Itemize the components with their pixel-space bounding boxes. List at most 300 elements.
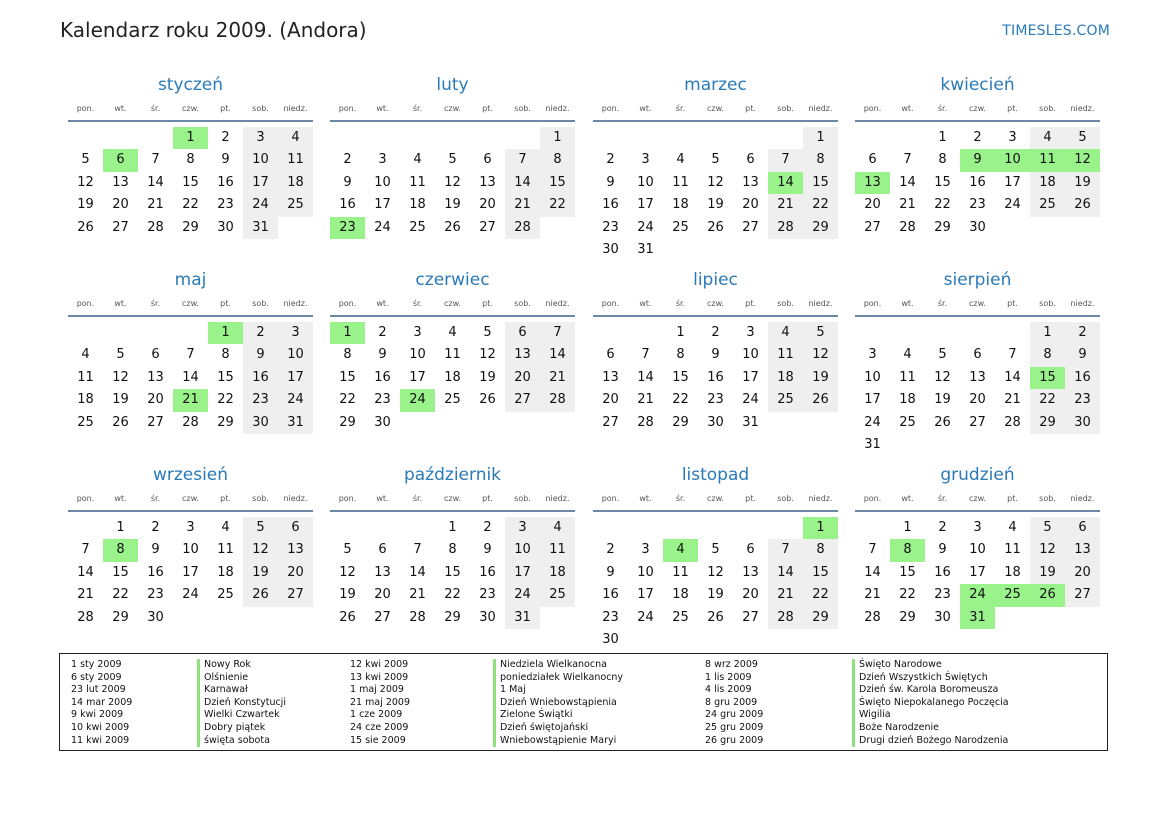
weekday-label: pon. — [76, 494, 95, 503]
day-cell: 16 — [934, 564, 951, 580]
empty-cell — [365, 127, 400, 149]
weekday-label: pt. — [482, 494, 493, 503]
day-cell: 26 — [479, 392, 496, 408]
legend-holiday-name: Boże Narodzenie — [852, 722, 1009, 735]
month-name: sierpień — [943, 270, 1012, 290]
empty-cell — [890, 322, 925, 344]
day-cell: 10 — [374, 174, 391, 190]
month-1 — [68, 70, 313, 239]
day-cell: 28 — [182, 414, 199, 430]
day-cell: 10 — [505, 539, 540, 561]
legend-holiday-name: 1 Maj — [493, 684, 623, 697]
day-cell: 5 — [803, 322, 838, 344]
day-cell: 13 — [147, 369, 164, 385]
weekday-label: sob. — [252, 299, 269, 308]
day-cell: 21 — [768, 584, 803, 606]
day-cell: 11 — [540, 539, 575, 561]
day-grid — [855, 517, 1100, 629]
day-cell: 11 — [409, 174, 426, 190]
day-cell: 6 — [746, 152, 755, 168]
day-cell: 2 — [483, 520, 492, 535]
empty-cell — [733, 127, 768, 149]
day-cell: 17 — [409, 369, 426, 385]
day-cell: 23 — [479, 587, 496, 603]
day-grid — [68, 322, 313, 434]
day-cell: 27 — [374, 609, 391, 625]
day-cell: 18 — [1004, 564, 1021, 580]
day-cell: 5 — [711, 152, 720, 168]
weekday-label: czw. — [969, 299, 986, 308]
day-cell: 23 — [217, 197, 234, 213]
day-cell: 23 — [969, 197, 986, 213]
day-cell: 30 — [147, 609, 164, 625]
month-name: wrzesień — [152, 465, 229, 485]
day-cell: 15 — [217, 369, 234, 385]
day-cell: 19 — [77, 197, 94, 213]
weekday-label: sob. — [777, 494, 794, 503]
weekday-label: czw. — [182, 299, 199, 308]
weekday-label: sob. — [1039, 299, 1056, 308]
day-cell: 5 — [243, 517, 278, 539]
day-cell: 17 — [243, 172, 278, 194]
month-8 — [855, 265, 1100, 456]
day-cell: 22 — [1030, 389, 1065, 411]
weekday-label: niedz. — [283, 494, 308, 503]
weekday-label: pon. — [601, 299, 620, 308]
day-cell: 18 — [444, 369, 461, 385]
day-cell: 8 — [186, 152, 195, 168]
day-cell: 16 — [707, 369, 724, 385]
day-cell: 8 — [803, 539, 838, 561]
day-cell: 23 — [602, 609, 619, 625]
legend-holiday-name: Dzień Wszystkich Świętych — [852, 672, 1009, 685]
day-cell: 2 — [973, 130, 982, 145]
weekday-label: pt. — [482, 299, 493, 308]
day-cell: 3 — [413, 325, 422, 340]
day-cell: 23 — [243, 389, 278, 411]
day-cell: 17 — [969, 564, 986, 580]
day-grid — [330, 127, 575, 239]
day-cell: 28 — [505, 217, 540, 239]
day-cell: 4 — [278, 127, 313, 149]
weekday-header — [68, 295, 313, 317]
empty-cell — [925, 322, 960, 344]
empty-cell — [960, 322, 995, 344]
legend-date: 13 kwi 2009 — [350, 671, 409, 683]
day-cell: 28 — [77, 609, 94, 625]
month-5 — [68, 265, 313, 434]
day-cell: 10 — [969, 542, 986, 558]
day-cell: 13 — [479, 174, 496, 190]
holiday-legend — [59, 653, 1108, 751]
day-cell: 16 — [374, 369, 391, 385]
day-cell: 12 — [707, 564, 724, 580]
day-cell: 1 — [116, 520, 125, 535]
day-cell: 24 — [864, 414, 881, 430]
weekday-label: pon. — [601, 104, 620, 113]
day-cell-holiday: 24 — [960, 584, 995, 606]
day-cell: 9 — [243, 344, 278, 366]
day-cell: 27 — [147, 414, 164, 430]
day-cell: 30 — [602, 631, 619, 647]
day-cell: 3 — [1008, 130, 1017, 145]
day-cell: 4 — [1030, 127, 1065, 149]
day-cell: 27 — [864, 219, 881, 235]
day-cell: 21 — [1004, 392, 1021, 408]
day-cell: 28 — [637, 414, 654, 430]
day-cell: 31 — [742, 414, 759, 430]
weekday-header — [330, 100, 575, 122]
day-cell: 21 — [899, 197, 916, 213]
weekday-label: pt. — [220, 104, 231, 113]
empty-cell — [995, 322, 1030, 344]
day-cell: 29 — [899, 609, 916, 625]
empty-cell — [365, 517, 400, 539]
legend-holiday-name: święta sobota — [197, 735, 286, 748]
weekday-label: pt. — [220, 494, 231, 503]
site-link[interactable]: TIMESLES.COM — [1002, 23, 1110, 39]
day-cell: 29 — [672, 414, 689, 430]
empty-cell — [400, 517, 435, 539]
legend-date: 14 mar 2009 — [71, 696, 133, 708]
day-cell: 8 — [803, 149, 838, 171]
day-cell: 17 — [637, 197, 654, 213]
day-cell: 18 — [768, 367, 803, 389]
day-cell: 3 — [378, 152, 387, 168]
day-cell: 18 — [672, 197, 689, 213]
day-cell: 29 — [803, 607, 838, 629]
day-cell: 28 — [409, 609, 426, 625]
day-cell: 19 — [707, 197, 724, 213]
empty-cell — [68, 517, 103, 539]
legend-holiday-name: Karnawał — [197, 684, 286, 697]
month-name: grudzień — [940, 465, 1015, 485]
day-cell-holiday: 4 — [663, 539, 698, 561]
day-cell: 4 — [903, 347, 912, 363]
day-cell: 7 — [151, 152, 160, 168]
empty-cell — [330, 517, 365, 539]
day-cell: 6 — [151, 347, 160, 363]
day-cell: 20 — [278, 562, 313, 584]
legend-date: 1 cze 2009 — [350, 709, 403, 721]
day-cell: 15 — [672, 369, 689, 385]
day-cell: 25 — [672, 609, 689, 625]
day-cell: 24 — [637, 609, 654, 625]
page-title: Kalendarz roku 2009. (Andora) — [60, 18, 367, 42]
day-cell: 25 — [672, 219, 689, 235]
day-cell: 4 — [81, 347, 90, 363]
day-cell: 20 — [742, 197, 759, 213]
day-cell-holiday: 31 — [960, 607, 995, 629]
day-cell: 17 — [1004, 174, 1021, 190]
day-cell: 9 — [1065, 344, 1100, 366]
day-cell: 7 — [413, 542, 422, 558]
empty-cell — [628, 127, 663, 149]
day-cell-holiday: 14 — [768, 172, 803, 194]
weekday-label: niedz. — [1070, 494, 1095, 503]
day-cell: 30 — [969, 219, 986, 235]
day-cell: 15 — [182, 174, 199, 190]
day-cell: 3 — [641, 542, 650, 558]
day-cell: 21 — [77, 587, 94, 603]
weekday-label: niedz. — [545, 299, 570, 308]
day-cell: 21 — [768, 194, 803, 216]
month-11 — [593, 460, 838, 651]
day-cell: 14 — [77, 564, 94, 580]
day-cell: 5 — [448, 152, 457, 168]
day-cell: 14 — [505, 172, 540, 194]
day-cell: 5 — [483, 325, 492, 340]
day-cell: 13 — [278, 539, 313, 561]
day-cell: 21 — [147, 197, 164, 213]
weekday-label: wt. — [376, 104, 389, 113]
day-cell: 16 — [217, 174, 234, 190]
day-cell: 12 — [1030, 539, 1065, 561]
day-grid — [593, 322, 838, 434]
day-cell-holiday: 8 — [890, 539, 925, 561]
day-cell: 1 — [448, 520, 457, 535]
weekday-label: niedz. — [808, 104, 833, 113]
day-cell: 10 — [637, 564, 654, 580]
day-cell: 27 — [505, 389, 540, 411]
weekday-label: niedz. — [545, 104, 570, 113]
day-cell: 9 — [606, 564, 615, 580]
day-cell: 14 — [182, 369, 199, 385]
weekday-header — [68, 490, 313, 512]
weekday-label: pon. — [338, 104, 357, 113]
day-cell: 21 — [540, 367, 575, 389]
weekday-label: sob. — [1039, 104, 1056, 113]
weekday-label: wt. — [901, 299, 914, 308]
legend-date: 8 gru 2009 — [705, 696, 758, 708]
weekday-label: śr. — [150, 104, 161, 113]
legend-names-col — [197, 659, 286, 747]
day-cell: 25 — [77, 414, 94, 430]
day-cell: 10 — [742, 347, 759, 363]
weekday-label: niedz. — [545, 494, 570, 503]
day-cell-holiday: 21 — [173, 389, 208, 411]
day-cell: 15 — [444, 564, 461, 580]
day-cell: 15 — [339, 369, 356, 385]
day-cell: 12 — [243, 539, 278, 561]
day-cell: 19 — [934, 392, 951, 408]
day-cell: 30 — [707, 414, 724, 430]
day-cell: 14 — [768, 562, 803, 584]
empty-cell — [768, 127, 803, 149]
day-cell: 19 — [112, 392, 129, 408]
weekday-label: pt. — [1007, 104, 1018, 113]
month-2 — [330, 70, 575, 239]
empty-cell — [698, 127, 733, 149]
day-cell: 26 — [77, 219, 94, 235]
day-cell: 3 — [505, 517, 540, 539]
month-name: styczeń — [157, 75, 224, 95]
empty-cell — [68, 127, 103, 149]
day-cell: 13 — [1065, 539, 1100, 561]
day-cell: 22 — [803, 194, 838, 216]
weekday-label: śr. — [150, 494, 161, 503]
legend-date: 1 lis 2009 — [705, 671, 752, 683]
day-cell: 2 — [606, 152, 615, 168]
day-cell: 25 — [768, 389, 803, 411]
day-cell: 30 — [217, 219, 234, 235]
day-grid — [855, 322, 1100, 456]
empty-cell — [330, 127, 365, 149]
weekday-label: wt. — [901, 494, 914, 503]
day-cell: 9 — [343, 174, 352, 190]
day-cell: 9 — [606, 174, 615, 190]
legend-date: 8 wrz 2009 — [705, 659, 758, 670]
day-cell: 14 — [540, 344, 575, 366]
empty-cell — [663, 517, 698, 539]
weekday-label: sob. — [1039, 494, 1056, 503]
day-cell: 23 — [374, 392, 391, 408]
day-cell: 16 — [339, 197, 356, 213]
day-cell: 5 — [1030, 517, 1065, 539]
legend-holiday-name: poniedziałek Wielkanocny — [493, 672, 623, 685]
day-cell: 18 — [217, 564, 234, 580]
day-cell: 15 — [803, 562, 838, 584]
day-cell: 10 — [278, 344, 313, 366]
weekday-label: niedz. — [1070, 104, 1095, 113]
day-cell: 5 — [116, 347, 125, 363]
day-cell: 15 — [803, 172, 838, 194]
weekday-label: pt. — [745, 494, 756, 503]
weekday-label: pon. — [338, 494, 357, 503]
weekday-label: śr. — [412, 299, 423, 308]
day-cell: 4 — [1008, 520, 1017, 535]
day-cell: 13 — [969, 369, 986, 385]
legend-date: 15 sie 2009 — [350, 734, 406, 746]
day-cell: 28 — [899, 219, 916, 235]
empty-cell — [628, 517, 663, 539]
day-cell: 4 — [676, 152, 685, 168]
weekday-header — [593, 295, 838, 317]
day-cell: 5 — [1065, 127, 1100, 149]
month-name: luty — [436, 75, 469, 95]
day-cell: 10 — [637, 174, 654, 190]
weekday-label: czw. — [707, 494, 724, 503]
weekday-header — [855, 100, 1100, 122]
day-cell: 17 — [278, 367, 313, 389]
day-cell: 4 — [221, 520, 230, 535]
weekday-label: wt. — [114, 494, 127, 503]
empty-cell — [435, 127, 470, 149]
day-cell: 2 — [378, 325, 387, 340]
day-cell: 17 — [637, 587, 654, 603]
day-cell: 22 — [217, 392, 234, 408]
day-cell: 17 — [505, 562, 540, 584]
day-cell: 23 — [602, 219, 619, 235]
day-cell: 26 — [444, 219, 461, 235]
day-grid — [330, 517, 575, 629]
day-cell: 3 — [868, 347, 877, 363]
month-name: listopad — [681, 465, 750, 485]
legend-holiday-name: Zielone Świątki — [493, 709, 623, 722]
day-cell: 29 — [339, 414, 356, 430]
day-cell: 11 — [899, 369, 916, 385]
day-cell: 27 — [112, 219, 129, 235]
weekday-label: pon. — [601, 494, 620, 503]
empty-cell — [855, 127, 890, 149]
weekday-label: czw. — [182, 104, 199, 113]
day-cell: 27 — [742, 219, 759, 235]
day-cell: 24 — [505, 584, 540, 606]
weekday-label: pon. — [863, 104, 882, 113]
month-3 — [593, 70, 838, 261]
day-grid — [593, 127, 838, 261]
weekday-label: sob. — [514, 494, 531, 503]
day-cell: 29 — [1030, 412, 1065, 434]
weekday-label: niedz. — [283, 299, 308, 308]
day-cell: 2 — [606, 542, 615, 558]
day-cell: 5 — [343, 542, 352, 558]
empty-cell — [855, 517, 890, 539]
weekday-label: sob. — [514, 104, 531, 113]
day-cell: 11 — [672, 174, 689, 190]
day-cell: 24 — [637, 219, 654, 235]
legend-holiday-name: Dzień świętojański — [493, 722, 623, 735]
weekday-label: pon. — [863, 494, 882, 503]
weekday-header — [68, 100, 313, 122]
day-cell: 28 — [768, 607, 803, 629]
day-cell: 17 — [742, 369, 759, 385]
day-cell: 14 — [637, 369, 654, 385]
month-name: maj — [174, 270, 207, 290]
weekday-label: czw. — [969, 104, 986, 113]
month-6 — [330, 265, 575, 434]
day-cell: 25 — [899, 414, 916, 430]
day-cell: 1 — [903, 520, 912, 535]
day-cell: 27 — [1065, 584, 1100, 606]
legend-date: 6 sty 2009 — [71, 671, 122, 683]
day-cell: 19 — [803, 367, 838, 389]
day-cell: 8 — [1030, 344, 1065, 366]
day-cell: 17 — [182, 564, 199, 580]
legend-dates-col — [705, 659, 763, 747]
weekday-header — [330, 490, 575, 512]
day-cell: 14 — [147, 174, 164, 190]
day-cell: 6 — [746, 542, 755, 558]
day-cell: 12 — [934, 369, 951, 385]
empty-cell — [138, 127, 173, 149]
day-cell: 21 — [637, 392, 654, 408]
day-cell: 12 — [803, 344, 838, 366]
day-cell: 6 — [378, 542, 387, 558]
weekday-label: pt. — [1007, 299, 1018, 308]
day-cell-holiday: 9 — [960, 149, 995, 171]
day-cell: 12 — [444, 174, 461, 190]
day-cell: 2 — [1065, 322, 1100, 344]
weekday-label: pon. — [338, 299, 357, 308]
weekday-label: śr. — [675, 299, 686, 308]
day-cell-holiday: 15 — [1030, 367, 1065, 389]
day-cell: 17 — [374, 197, 391, 213]
day-cell: 20 — [864, 197, 881, 213]
empty-cell — [663, 127, 698, 149]
empty-cell — [593, 127, 628, 149]
day-cell: 19 — [1030, 562, 1065, 584]
month-name: marzec — [684, 75, 747, 95]
day-cell: 20 — [505, 367, 540, 389]
day-cell: 16 — [479, 564, 496, 580]
day-cell: 16 — [1065, 367, 1100, 389]
day-cell: 6 — [973, 347, 982, 363]
month-name: październik — [403, 465, 502, 485]
empty-cell — [698, 517, 733, 539]
weekday-label: czw. — [707, 299, 724, 308]
day-cell: 26 — [707, 609, 724, 625]
